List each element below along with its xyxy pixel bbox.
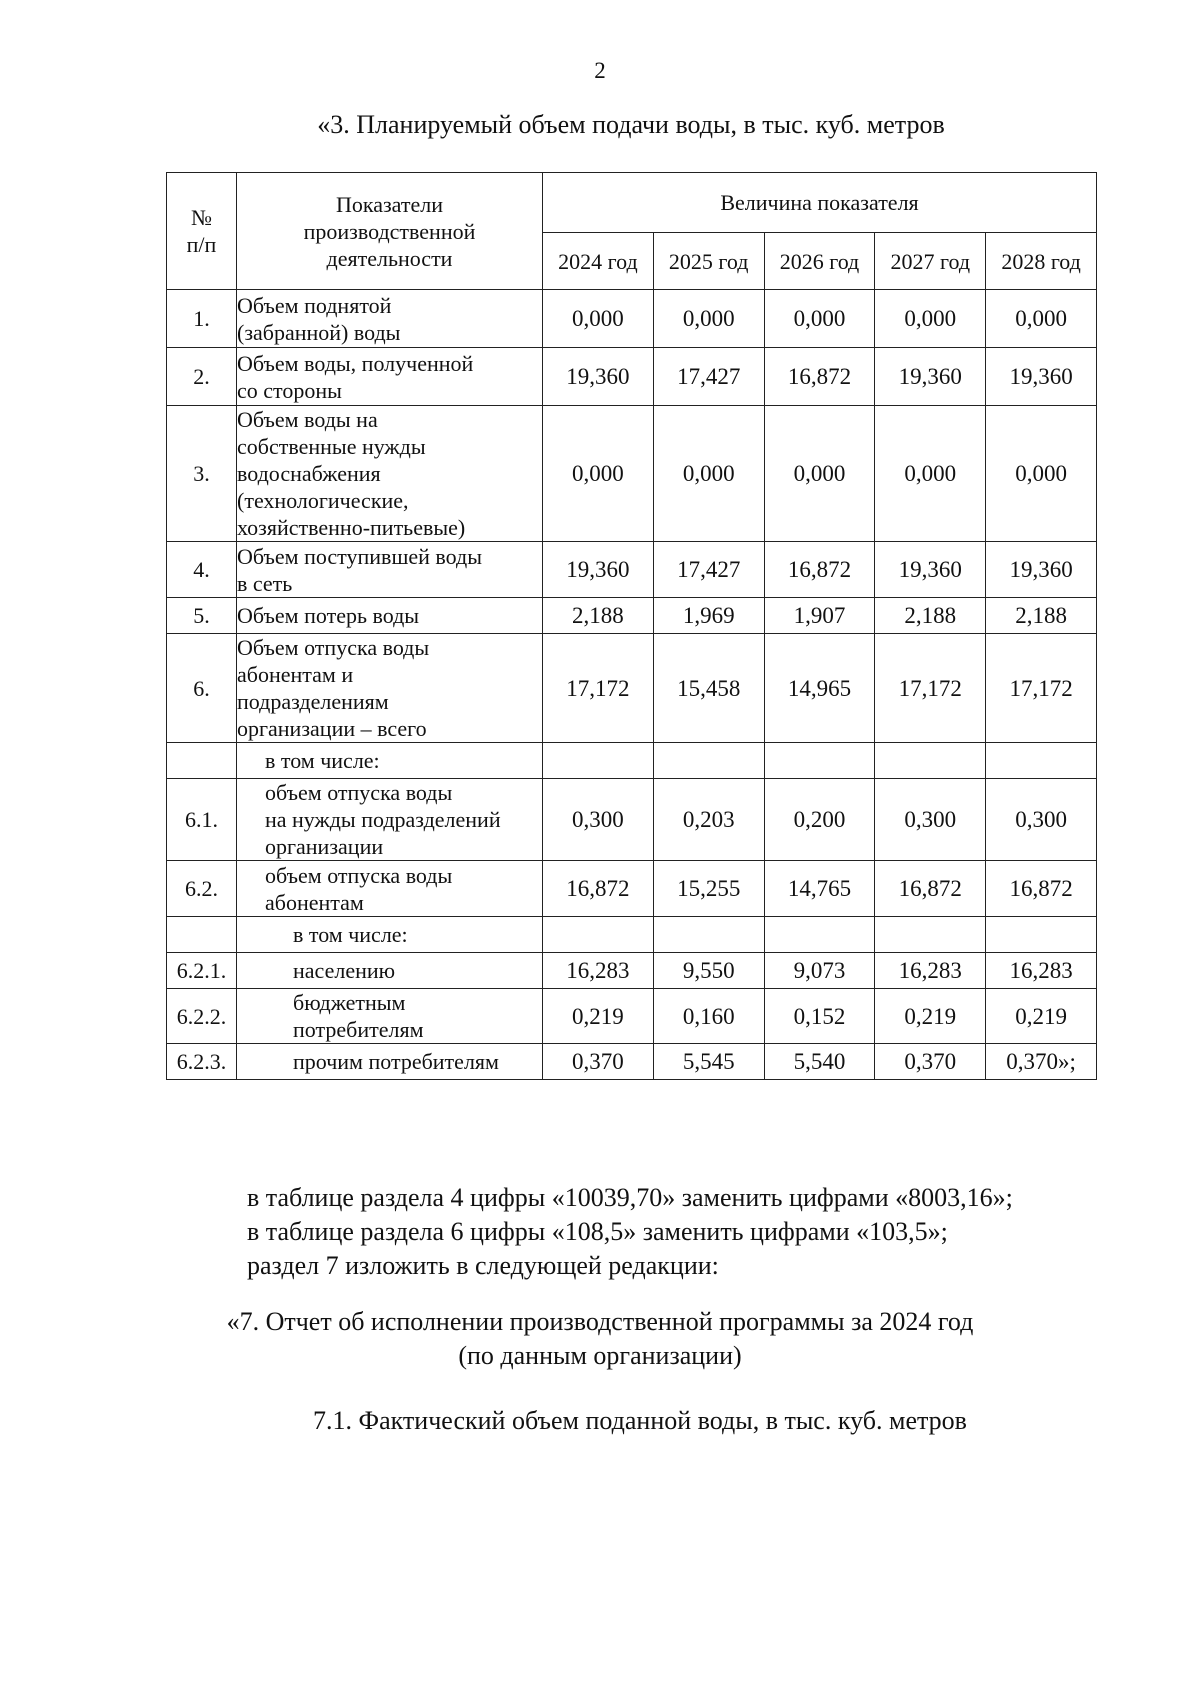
row-value bbox=[653, 743, 764, 779]
table-row bbox=[167, 290, 1097, 348]
row-indicator-line: Объем воды, полученной bbox=[237, 350, 474, 376]
row-indicator-line: Объем потерь воды bbox=[237, 603, 420, 628]
row-value: 0,000 bbox=[875, 290, 986, 348]
row-indicator-line: Объем поступившей воды bbox=[237, 543, 482, 569]
row-value: 19,360 bbox=[543, 542, 654, 598]
row-indicator-line: со стороны bbox=[237, 377, 342, 403]
row-indicator-line: в сеть bbox=[237, 570, 293, 596]
row-indicator bbox=[237, 634, 543, 743]
table-row bbox=[167, 917, 1097, 953]
row-indicator bbox=[237, 743, 543, 779]
row-number: 5. bbox=[167, 598, 237, 634]
row-value: 17,172 bbox=[986, 634, 1097, 743]
row-value: 0,000 bbox=[543, 406, 654, 542]
row-value: 0,370 bbox=[875, 1044, 986, 1080]
row-value: 16,283 bbox=[543, 953, 654, 989]
row-value: 19,360 bbox=[986, 542, 1097, 598]
row-value: 19,360 bbox=[875, 348, 986, 406]
row-number: 6. bbox=[167, 634, 237, 743]
row-value: 2,188 bbox=[986, 598, 1097, 634]
row-indicator bbox=[237, 406, 543, 542]
row-value: 0,370 bbox=[543, 1044, 654, 1080]
table-row bbox=[167, 348, 1097, 406]
row-value: 16,872 bbox=[764, 348, 875, 406]
row-value: 19,360 bbox=[875, 542, 986, 598]
row-value bbox=[543, 917, 654, 953]
row-indicator-line: (забранной) воды bbox=[237, 319, 401, 345]
row-indicator-line: абонентам и bbox=[237, 662, 354, 687]
table-title: «3. Планируемый объем подачи воды, в тыс. куб. метров bbox=[317, 110, 945, 139]
row-value: 0,203 bbox=[653, 779, 764, 861]
row-value: 0,370»; bbox=[986, 1044, 1097, 1080]
row-indicator-line: объем отпуска воды bbox=[265, 862, 453, 888]
row-number: 1. bbox=[167, 290, 237, 348]
row-indicator-line: потребителям bbox=[293, 1017, 424, 1042]
row-number: 6.1. bbox=[167, 779, 237, 861]
row-indicator bbox=[237, 917, 543, 953]
row-indicator-line: собственные нужды bbox=[237, 434, 426, 459]
row-value: 0,200 bbox=[764, 779, 875, 861]
amendment-line: в таблице раздела 6 цифры «108,5» заменить цифрами «103,5»; bbox=[247, 1217, 948, 1246]
row-value: 17,172 bbox=[543, 634, 654, 743]
row-value: 19,360 bbox=[986, 348, 1097, 406]
row-indicator bbox=[237, 598, 543, 634]
row-indicator-line: в том числе: bbox=[265, 748, 380, 773]
row-value: 0,000 bbox=[986, 406, 1097, 542]
table-row bbox=[167, 989, 1097, 1044]
row-value bbox=[543, 743, 654, 779]
row-indicator bbox=[237, 1044, 543, 1080]
row-value: 9,550 bbox=[653, 953, 764, 989]
amendments-text bbox=[247, 1181, 1013, 1283]
table-row bbox=[167, 598, 1097, 634]
row-value: 0,000 bbox=[653, 406, 764, 542]
row-value: 17,427 bbox=[653, 542, 764, 598]
row-value: 0,160 bbox=[653, 989, 764, 1044]
row-indicator bbox=[237, 953, 543, 989]
amendment-line: в таблице раздела 4 цифры «10039,70» заменить цифрами «8003,16»; bbox=[247, 1183, 1013, 1212]
row-value: 0,152 bbox=[764, 989, 875, 1044]
row-indicator-line: водоснабжения bbox=[237, 461, 381, 486]
table-row bbox=[167, 542, 1097, 598]
table-row bbox=[167, 779, 1097, 861]
row-indicator bbox=[237, 989, 543, 1044]
row-value: 0,000 bbox=[764, 406, 875, 542]
row-value: 17,172 bbox=[875, 634, 986, 743]
header-year: 2025 год bbox=[653, 233, 764, 290]
row-value bbox=[764, 917, 875, 953]
table-row bbox=[167, 1044, 1097, 1080]
header-indicator: Показатели производственной деятельности bbox=[237, 173, 543, 290]
row-value: 1,907 bbox=[764, 598, 875, 634]
row-indicator-line: прочим потребителям bbox=[293, 1049, 499, 1074]
row-value: 0,300 bbox=[543, 779, 654, 861]
row-indicator-line: организации – всего bbox=[237, 716, 427, 741]
row-indicator-line: организации bbox=[265, 834, 384, 859]
row-number bbox=[167, 743, 237, 779]
row-value: 16,872 bbox=[986, 861, 1097, 917]
section71-title: 7.1. Фактический объем поданной воды, в тыс. куб. метров bbox=[313, 1406, 967, 1435]
table-row bbox=[167, 953, 1097, 989]
table-row bbox=[167, 743, 1097, 779]
row-value: 5,545 bbox=[653, 1044, 764, 1080]
row-indicator-line: на нужды подразделений bbox=[265, 807, 501, 832]
header-year: 2026 год bbox=[764, 233, 875, 290]
row-indicator-line: в том числе: bbox=[293, 922, 408, 947]
row-value: 5,540 bbox=[764, 1044, 875, 1080]
row-value: 0,300 bbox=[875, 779, 986, 861]
amendment-line: раздел 7 изложить в следующей редакции: bbox=[247, 1251, 719, 1280]
row-value: 2,188 bbox=[875, 598, 986, 634]
row-value bbox=[986, 917, 1097, 953]
table-header-row bbox=[167, 173, 1097, 233]
row-value: 9,073 bbox=[764, 953, 875, 989]
row-number: 6.2.1. bbox=[167, 953, 237, 989]
row-value bbox=[986, 743, 1097, 779]
row-number: 6.2.3. bbox=[167, 1044, 237, 1080]
row-value: 14,765 bbox=[764, 861, 875, 917]
row-value: 0,000 bbox=[986, 290, 1097, 348]
row-value: 0,000 bbox=[875, 406, 986, 542]
row-value: 0,219 bbox=[543, 989, 654, 1044]
row-number: 4. bbox=[167, 542, 237, 598]
row-value: 19,360 bbox=[543, 348, 654, 406]
row-indicator bbox=[237, 861, 543, 917]
row-indicator-line: (технологические, bbox=[237, 488, 409, 513]
planned-water-supply-table bbox=[166, 172, 1097, 1080]
row-value: 16,872 bbox=[875, 861, 986, 917]
row-value bbox=[875, 917, 986, 953]
row-value: 16,283 bbox=[986, 953, 1097, 989]
row-value: 17,427 bbox=[653, 348, 764, 406]
row-value: 0,000 bbox=[653, 290, 764, 348]
header-year: 2027 год bbox=[875, 233, 986, 290]
row-number: 2. bbox=[167, 348, 237, 406]
row-value: 15,255 bbox=[653, 861, 764, 917]
row-value bbox=[764, 743, 875, 779]
header-year: 2028 год bbox=[986, 233, 1097, 290]
table-row bbox=[167, 861, 1097, 917]
header-number: № п/п bbox=[167, 173, 237, 290]
page-number: 2 bbox=[594, 58, 606, 83]
row-value bbox=[875, 743, 986, 779]
row-indicator-line: абонентам bbox=[265, 889, 364, 915]
row-indicator-line: Объем поднятой bbox=[237, 292, 392, 318]
row-indicator-line: Объем отпуска воды bbox=[237, 635, 430, 660]
table-row bbox=[167, 634, 1097, 743]
section7-title-line: «7. Отчет об исполнении производственной программы за 2024 год bbox=[226, 1307, 974, 1336]
row-value: 0,300 bbox=[986, 779, 1097, 861]
row-indicator-line: подразделениям bbox=[237, 689, 389, 714]
row-value: 0,000 bbox=[764, 290, 875, 348]
section7-title bbox=[150, 1305, 1050, 1373]
row-indicator-line: населению bbox=[293, 958, 396, 983]
row-value: 0,000 bbox=[543, 290, 654, 348]
row-value: 14,965 bbox=[764, 634, 875, 743]
row-value: 15,458 bbox=[653, 634, 764, 743]
row-value: 16,283 bbox=[875, 953, 986, 989]
row-number: 6.2.2. bbox=[167, 989, 237, 1044]
table-row bbox=[167, 406, 1097, 542]
row-indicator-line: хозяйственно-питьевые) bbox=[237, 515, 466, 540]
row-indicator-line: Объем воды на bbox=[237, 407, 378, 432]
row-indicator-line: бюджетным bbox=[293, 990, 406, 1015]
row-value: 2,188 bbox=[543, 598, 654, 634]
row-number: 6.2. bbox=[167, 861, 237, 917]
row-value: 1,969 bbox=[653, 598, 764, 634]
row-value bbox=[653, 917, 764, 953]
row-value: 16,872 bbox=[543, 861, 654, 917]
row-indicator bbox=[237, 542, 543, 598]
row-indicator-line: объем отпуска воды bbox=[265, 780, 453, 805]
row-indicator bbox=[237, 779, 543, 861]
header-year: 2024 год bbox=[543, 233, 654, 290]
row-number: 3. bbox=[167, 406, 237, 542]
header-value: Величина показателя bbox=[543, 173, 1097, 233]
row-value: 0,219 bbox=[986, 989, 1097, 1044]
row-indicator bbox=[237, 348, 543, 406]
row-value: 16,872 bbox=[764, 542, 875, 598]
row-indicator bbox=[237, 290, 543, 348]
row-number bbox=[167, 917, 237, 953]
section7-title-line: (по данным организации) bbox=[458, 1341, 742, 1370]
row-value: 0,219 bbox=[875, 989, 986, 1044]
